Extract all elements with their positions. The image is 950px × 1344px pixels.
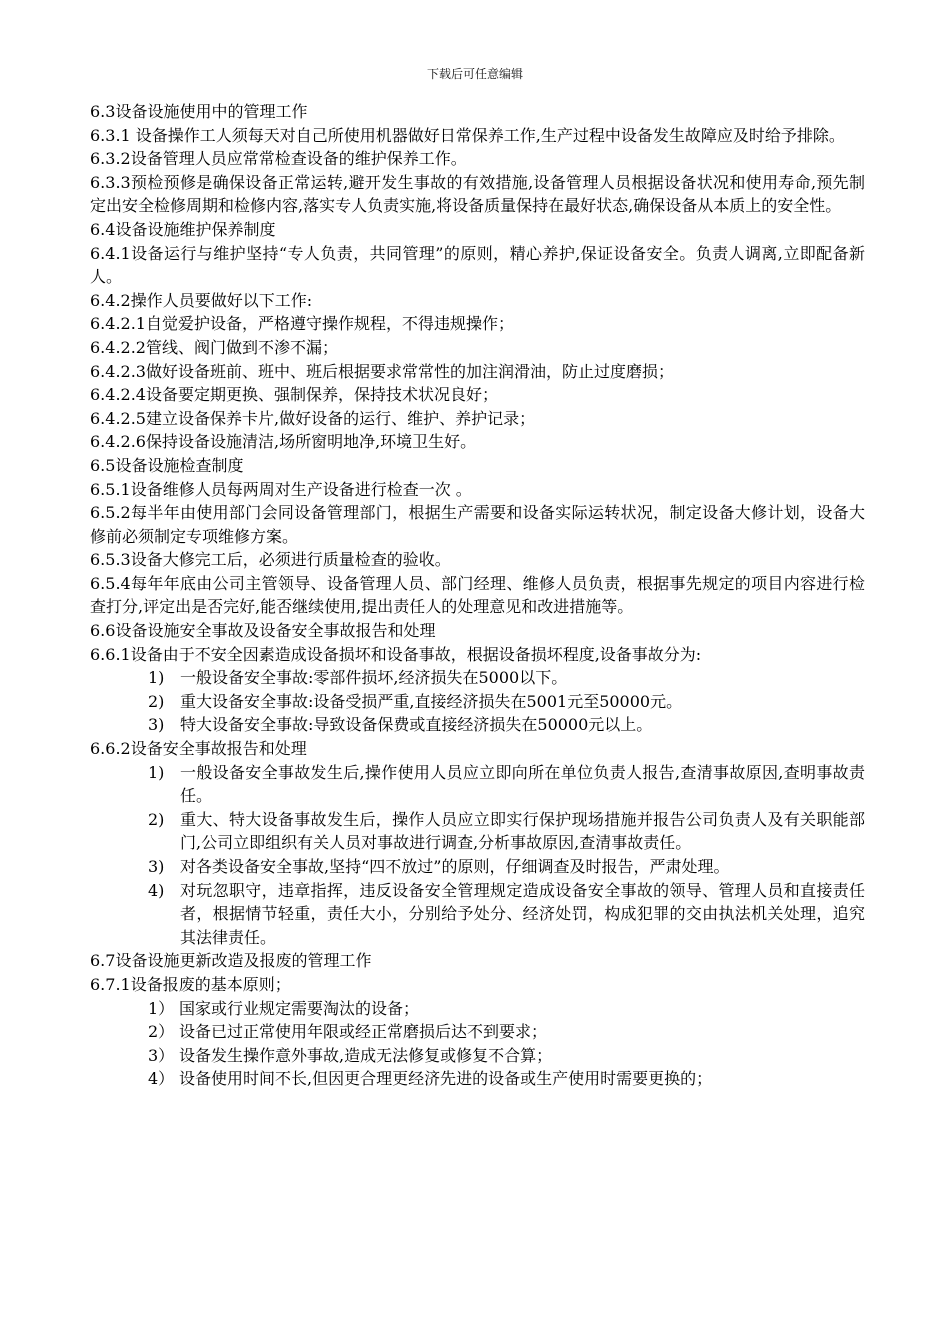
- list-item: [90, 690, 865, 714]
- paragraph-6-4-2-6: 6.4.2.6保持设备设施清洁,场所窗明地净,环境卫生好。: [90, 432, 477, 452]
- list-item-text: 重大、特大设备事故发生后，操作人员应立即实行保护现场措施并报告公司负责人及有关职能部门,公司立即组织有关人员对事故进行调查,分析事故原因,查清事故责任。: [180, 809, 865, 853]
- scrap-principles-list: [90, 997, 865, 1091]
- section-heading-6-7: 6.7设备设施更新改造及报废的管理工作: [90, 951, 372, 971]
- paragraph-6-4-2-1: 6.4.2.1自觉爱护设备，严格遵守操作规程，不得违规操作；: [90, 314, 514, 334]
- list-item-number: 2): [148, 691, 165, 711]
- list-item-text: 重大设备安全事故:设备受损严重,直接经济损失在5001元至50000元。: [180, 691, 683, 711]
- paragraph-6-4-1: 6.4.1设备运行与维护坚持“专人负责，共同管理”的原则，精心养护,保证设备安全。负责人调离,立即配备新人。: [90, 243, 865, 287]
- list-item-text: 设备使用时间不长,但因更合理更经济先进的设备或生产使用时需要更换的；: [179, 1069, 713, 1089]
- list-item-text: 设备发生操作意外事故,造成无法修复或修复不合算；: [179, 1045, 553, 1065]
- list-item: [90, 1020, 865, 1044]
- list-item: [90, 1044, 865, 1068]
- list-item: [90, 879, 865, 950]
- list-item-text: 国家或行业规定需要淘汰的设备；: [179, 998, 420, 1018]
- list-item: [90, 761, 865, 808]
- list-item-number: 2): [148, 809, 165, 829]
- list-item: [90, 997, 865, 1021]
- list-item: [90, 666, 865, 690]
- list-item-number: 1): [148, 762, 165, 782]
- list-item-text: 一般设备安全事故发生后,操作使用人员应立即向所在单位负责人报告,查清事故原因,查明事故责任。: [180, 762, 865, 806]
- paragraph-6-3-1: 6.3.1 设备操作工人须每天对自己所使用机器做好日常保养工作,生产过程中设备发生故障应及时给予排除。: [90, 125, 845, 145]
- list-item-text: 对各类设备安全事故,坚持“四不放过”的原则，仔细调查及时报告，严肃处理。: [180, 857, 730, 876]
- list-item: [90, 855, 865, 879]
- list-item-text: 对玩忽职守，违章指挥，违反设备安全管理规定造成设备安全事故的领导、管理人员和直接责任者，根据情节轻重，责任大小，分别给予处分、经济处罚，构成犯罪的交由执法机关处理，追究其法律责任。: [180, 880, 865, 947]
- page-header: 下载后可任意编辑: [426, 67, 523, 81]
- section-heading-6-5: 6.5设备设施检查制度: [90, 455, 244, 475]
- paragraph-6-5-4: 6.5.4每年年底由公司主管领导、设备管理人员、部门经理、维修人员负责，根据事先规定的项目内容进行检查打分,评定出是否完好,能否继续使用,提出责任人的处理意见和改进措施等。: [90, 573, 865, 617]
- paragraph-6-6-1: 6.6.1设备由于不安全因素造成设备损坏和设备事故，根据设备损坏程度,设备事故分为:: [90, 644, 702, 664]
- list-item-number: 1): [148, 668, 165, 688]
- list-item: [90, 713, 865, 737]
- accident-report-list: [90, 761, 865, 950]
- list-item-number: 4）: [148, 1069, 175, 1089]
- accident-level-list: [90, 666, 865, 737]
- list-item-number: 1）: [148, 998, 175, 1018]
- list-item-text: 特大设备安全事故:导致设备保费或直接经济损失在50000元以上。: [180, 715, 653, 735]
- list-item-text: 设备已过正常使用年限或经正常磨损后达不到要求；: [179, 1022, 548, 1042]
- list-item: [90, 1067, 865, 1091]
- paragraph-6-4-2-2: 6.4.2.2管线、阀门做到不渗不漏；: [90, 337, 338, 357]
- document-body: [90, 100, 865, 1091]
- paragraph-6-4-2: 6.4.2操作人员要做好以下工作:: [90, 290, 313, 310]
- section-heading-6-6: 6.6设备设施安全事故及设备安全事故报告和处理: [90, 621, 436, 641]
- paragraph-6-7-1: 6.7.1设备报废的基本原则；: [90, 974, 291, 994]
- paragraph-6-6-2: 6.6.2设备安全事故报告和处理: [90, 739, 307, 759]
- list-item-text: 一般设备安全事故:零部件损坏,经济损失在5000以下。: [180, 668, 568, 688]
- paragraph-6-4-2-4: 6.4.2.4设备要定期更换、强制保养，保持技术状况良好；: [90, 385, 498, 405]
- list-item-number: 3）: [148, 1045, 175, 1065]
- section-heading-6-4: 6.4设备设施维护保养制度: [90, 219, 276, 239]
- paragraph-6-4-2-3: 6.4.2.3做好设备班前、班中、班后根据要求常常性的加注润滑油，防止过度磨损；: [90, 361, 674, 381]
- paragraph-6-3-2: 6.3.2设备管理人员应常常检查设备的维护保养工作。: [90, 149, 467, 169]
- paragraph-6-5-2: 6.5.2每半年由使用部门会同设备管理部门，根据生产需要和设备实际运转状况，制定设备大修计划，设备大修前必须制定专项维修方案。: [90, 503, 865, 546]
- list-item-number: 4): [148, 880, 165, 900]
- list-item-number: 3): [148, 857, 165, 876]
- paragraph-6-3-3: 6.3.3预检预修是确保设备正常运转,避开发生事故的有效措施,设备管理人员根据设备状况和使用寿命,预先制定出安全检修周期和检修内容,落实专人负责实施,将设备质量保持在最好状态,确保设备从本质上的安全性。: [90, 172, 865, 216]
- section-heading-6-3: 6.3设备设施使用中的管理工作: [90, 102, 308, 121]
- paragraph-6-5-3: 6.5.3设备大修完工后，必须进行质量检查的验收。: [90, 550, 451, 570]
- paragraph-6-5-1: 6.5.1设备维修人员每两周对生产设备进行检查一次 。: [90, 479, 472, 499]
- list-item-number: 2）: [148, 1022, 175, 1042]
- list-item-number: 3): [148, 715, 165, 735]
- list-item: [90, 808, 865, 855]
- paragraph-6-4-2-5: 6.4.2.5建立设备保养卡片,做好设备的运行、维护、养护记录；: [90, 408, 536, 428]
